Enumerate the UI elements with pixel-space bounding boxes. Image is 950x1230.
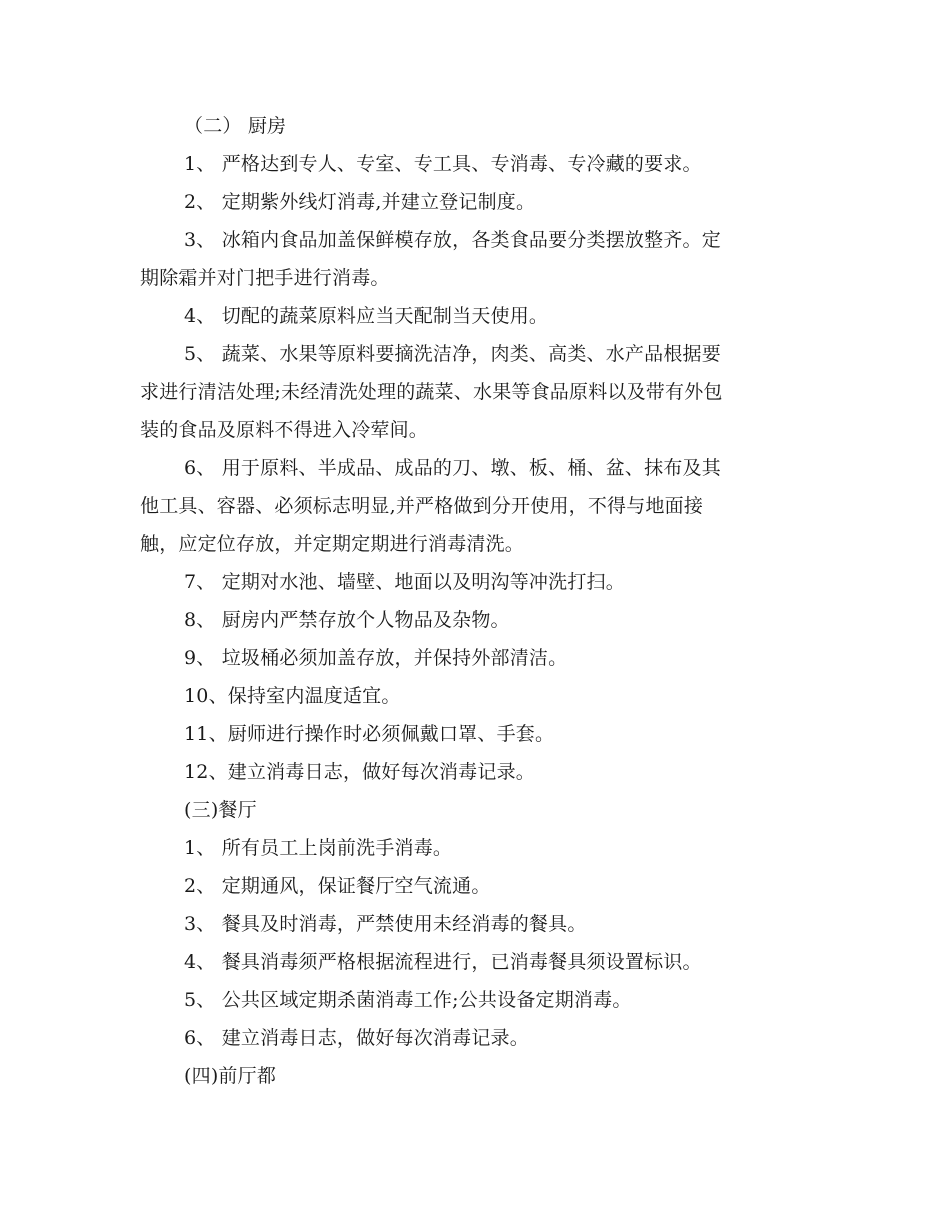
paragraph-line: 5、 公共区域定期杀菌消毒工作;公共设备定期消毒。 bbox=[184, 989, 632, 1011]
paragraph-line: 2、 定期紫外线灯消毒,并建立登记制度。 bbox=[184, 191, 536, 213]
paragraph-line: 2、 定期通风，保证餐厅空气流通。 bbox=[184, 875, 491, 897]
paragraph-line: 装的食品及原料不得进入冷荤间。 bbox=[140, 419, 429, 441]
paragraph-line: 8、 厨房内严禁存放个人物品及杂物。 bbox=[184, 609, 510, 631]
paragraph-line: 他工具、容器、必须标志明显,并严格做到分开使用，不得与地面接 bbox=[140, 495, 704, 517]
paragraph-line: 5、 蔬菜、水果等原料要摘洗洁净，肉类、高类、水产品根据要 bbox=[184, 343, 721, 365]
paragraph-line: 触，应定位存放，并定期定期进行消毒清洗。 bbox=[140, 533, 525, 555]
paragraph-line: 3、 餐具及时消毒，严禁使用未经消毒的餐具。 bbox=[184, 913, 587, 935]
paragraph-line: 6、 建立消毒日志，做好每次消毒记录。 bbox=[184, 1027, 529, 1049]
section-title-front-hall: (四)前厅都 bbox=[184, 1065, 277, 1087]
paragraph-line: 9、 垃圾桶必须加盖存放，并保持外部清洁。 bbox=[184, 647, 568, 669]
paragraph-line: 1、 所有员工上岗前洗手消毒。 bbox=[184, 837, 453, 859]
paragraph-line: 7、 定期对水池、墙壁、地面以及明沟等冲洗打扫。 bbox=[184, 571, 625, 593]
section-title-kitchen: （二） 厨房 bbox=[184, 115, 287, 137]
paragraph-line: 10、保持室内温度适宜。 bbox=[184, 685, 401, 707]
paragraph-line: 1、 严格达到专人、专室、专工具、专消毒、专冷藏的要求。 bbox=[184, 153, 702, 175]
paragraph-line: 4、 切配的蔬菜原料应当天配制当天使用。 bbox=[184, 305, 549, 327]
paragraph-line: 11、厨师进行操作时必须佩戴口罩、手套。 bbox=[184, 723, 555, 745]
paragraph-line: 期除霜并对门把手进行消毒。 bbox=[140, 267, 390, 289]
document-body bbox=[140, 107, 812, 1095]
paragraph-line: 3、 冰箱内食品加盖保鲜模存放，各类食品要分类摆放整齐。定 bbox=[184, 229, 721, 251]
paragraph-line: 12、建立消毒日志，做好每次消毒记录。 bbox=[184, 761, 535, 783]
paragraph-line: 6、 用于原料、半成品、成品的刀、墩、板、桶、盆、抹布及其 bbox=[184, 457, 721, 479]
paragraph-line: 求进行清洁处理;未经清洗处理的蔬菜、水果等食品原料以及带有外包 bbox=[140, 381, 723, 403]
section-title-dining-hall: (三)餐厅 bbox=[184, 799, 257, 821]
paragraph-line: 4、 餐具消毒须严格根据流程进行，已消毒餐具须设置标识。 bbox=[184, 951, 702, 973]
